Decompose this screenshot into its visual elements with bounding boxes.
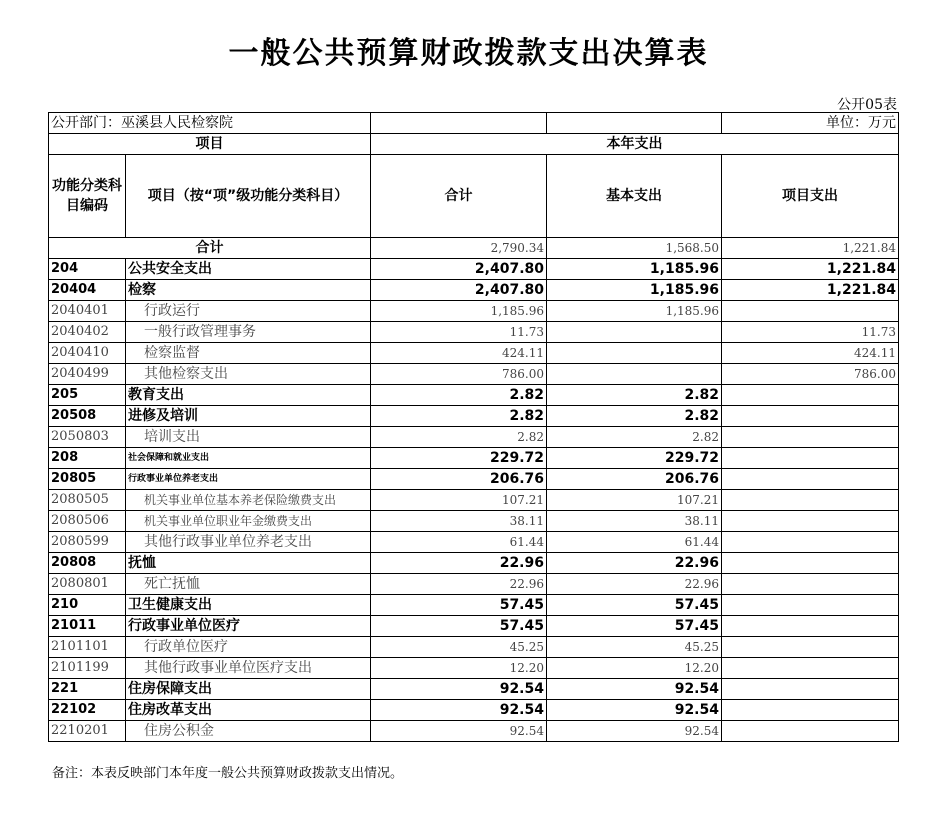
- row-code: 2040410: [49, 343, 126, 364]
- row-basic: 22.96: [547, 553, 722, 574]
- meta-row: [49, 113, 899, 134]
- row-project: [722, 490, 899, 511]
- row-basic: 61.44: [547, 532, 722, 553]
- row-code: 2080801: [49, 574, 126, 595]
- row-project: 424.11: [722, 343, 899, 364]
- row-total: 206.76: [371, 469, 547, 490]
- row-name: 培训支出: [126, 427, 371, 448]
- page-title: 一般公共预算财政拨款支出决算表: [228, 36, 709, 71]
- row-basic: 92.54: [547, 679, 722, 700]
- table-row: [49, 553, 899, 574]
- department-label: 公开部门：巫溪县人民检察院: [49, 113, 371, 134]
- row-code: 2101101: [49, 637, 126, 658]
- total-basic: 1,568.50: [547, 238, 722, 259]
- row-name: 公共安全支出: [126, 259, 371, 280]
- header-project: 项目支出: [722, 155, 899, 238]
- table-row: [49, 511, 899, 532]
- table-row: [49, 637, 899, 658]
- table-body: [49, 113, 899, 742]
- row-basic: 2.82: [547, 406, 722, 427]
- expenditure-table: [48, 112, 899, 742]
- row-total: 2,407.80: [371, 280, 547, 301]
- row-project: [722, 616, 899, 637]
- row-code: 2210201: [49, 721, 126, 742]
- total-amount: 2,790.34: [371, 238, 547, 259]
- row-project: [722, 553, 899, 574]
- table-row: [49, 301, 899, 322]
- table-row: [49, 595, 899, 616]
- row-name: 住房保障支出: [126, 679, 371, 700]
- header-name: 项目（按“项”级功能分类科目）: [126, 155, 371, 238]
- total-label: 合计: [49, 238, 371, 259]
- row-code: 2040402: [49, 322, 126, 343]
- table-row: [49, 469, 899, 490]
- row-name: 检察: [126, 280, 371, 301]
- row-code: 20404: [49, 280, 126, 301]
- header-current-year: 本年支出: [371, 134, 899, 155]
- row-name: 住房公积金: [126, 721, 371, 742]
- row-total: 92.54: [371, 700, 547, 721]
- row-name: 行政事业单位养老支出: [126, 469, 371, 490]
- row-project: [722, 679, 899, 700]
- row-name: 住房改革支出: [126, 700, 371, 721]
- header-total: 合计: [371, 155, 547, 238]
- row-basic: 2.82: [547, 427, 722, 448]
- row-name: 进修及培训: [126, 406, 371, 427]
- row-total: 229.72: [371, 448, 547, 469]
- row-project: [722, 700, 899, 721]
- row-total: 92.54: [371, 679, 547, 700]
- row-project: [722, 385, 899, 406]
- header-item: 项目: [49, 134, 371, 155]
- row-code: 2040499: [49, 364, 126, 385]
- row-code: 2050803: [49, 427, 126, 448]
- row-name: 社会保障和就业支出: [126, 448, 371, 469]
- row-name: 一般行政管理事务: [126, 322, 371, 343]
- row-total: 38.11: [371, 511, 547, 532]
- row-total: 2.82: [371, 385, 547, 406]
- row-code: 208: [49, 448, 126, 469]
- row-code: 2101199: [49, 658, 126, 679]
- row-basic: [547, 364, 722, 385]
- row-total: 1,185.96: [371, 301, 547, 322]
- row-basic: 206.76: [547, 469, 722, 490]
- row-name: 机关事业单位基本养老保险缴费支出: [126, 490, 371, 511]
- form-number: 公开05表: [837, 97, 897, 113]
- total-project: 1,221.84: [722, 238, 899, 259]
- row-total: 61.44: [371, 532, 547, 553]
- table-row: [49, 406, 899, 427]
- row-project: [722, 427, 899, 448]
- table-row: [49, 490, 899, 511]
- meta-blank: [371, 113, 547, 134]
- table-row: [49, 616, 899, 637]
- header-row-1: [49, 134, 899, 155]
- table-row: [49, 679, 899, 700]
- row-basic: 57.45: [547, 616, 722, 637]
- row-basic: 92.54: [547, 700, 722, 721]
- row-total: 424.11: [371, 343, 547, 364]
- row-basic: 92.54: [547, 721, 722, 742]
- row-total: 2.82: [371, 427, 547, 448]
- row-project: [722, 406, 899, 427]
- row-code: 20508: [49, 406, 126, 427]
- row-total: 57.45: [371, 616, 547, 637]
- row-name: 其他行政事业单位养老支出: [126, 532, 371, 553]
- row-code: 2080599: [49, 532, 126, 553]
- row-total: 2.82: [371, 406, 547, 427]
- row-basic: 57.45: [547, 595, 722, 616]
- row-project: 11.73: [722, 322, 899, 343]
- header-basic: 基本支出: [547, 155, 722, 238]
- row-project: [722, 637, 899, 658]
- row-name: 行政事业单位医疗: [126, 616, 371, 637]
- row-name: 其他检察支出: [126, 364, 371, 385]
- row-project: [722, 658, 899, 679]
- row-total: 22.96: [371, 553, 547, 574]
- row-total: 786.00: [371, 364, 547, 385]
- row-name: 卫生健康支出: [126, 595, 371, 616]
- row-project: [722, 469, 899, 490]
- row-code: 21011: [49, 616, 126, 637]
- row-code: 2040401: [49, 301, 126, 322]
- table-row: [49, 280, 899, 301]
- row-total: 107.21: [371, 490, 547, 511]
- row-basic: 38.11: [547, 511, 722, 532]
- row-basic: 1,185.96: [547, 259, 722, 280]
- row-name: 死亡抚恤: [126, 574, 371, 595]
- table-row: [49, 448, 899, 469]
- row-project: [722, 532, 899, 553]
- table-row: [49, 700, 899, 721]
- row-project: [722, 595, 899, 616]
- header-code: 功能分类科目编码: [49, 155, 126, 238]
- table-row: [49, 364, 899, 385]
- row-project: 1,221.84: [722, 259, 899, 280]
- row-total: 92.54: [371, 721, 547, 742]
- row-basic: 22.96: [547, 574, 722, 595]
- row-project: [722, 721, 899, 742]
- table-row: [49, 259, 899, 280]
- row-basic: 12.20: [547, 658, 722, 679]
- table-row: [49, 385, 899, 406]
- row-basic: [547, 343, 722, 364]
- row-total: 12.20: [371, 658, 547, 679]
- table-row: [49, 721, 899, 742]
- row-total: 22.96: [371, 574, 547, 595]
- row-name: 行政单位医疗: [126, 637, 371, 658]
- row-code: 210: [49, 595, 126, 616]
- row-code: 22102: [49, 700, 126, 721]
- total-row: [49, 238, 899, 259]
- row-name: 抚恤: [126, 553, 371, 574]
- table-row: [49, 322, 899, 343]
- row-code: 2080505: [49, 490, 126, 511]
- table-row: [49, 427, 899, 448]
- footnote: 备注：本表反映部门本年度一般公共预算财政拨款支出情况。: [52, 766, 404, 781]
- row-total: 57.45: [371, 595, 547, 616]
- row-project: [722, 448, 899, 469]
- row-name: 其他行政事业单位医疗支出: [126, 658, 371, 679]
- table-row: [49, 532, 899, 553]
- row-project: 786.00: [722, 364, 899, 385]
- row-code: 205: [49, 385, 126, 406]
- row-project: 1,221.84: [722, 280, 899, 301]
- row-project: [722, 301, 899, 322]
- row-basic: 1,185.96: [547, 280, 722, 301]
- row-code: 20808: [49, 553, 126, 574]
- row-basic: 1,185.96: [547, 301, 722, 322]
- row-basic: [547, 322, 722, 343]
- row-project: [722, 574, 899, 595]
- unit-label: 单位：万元: [722, 113, 899, 134]
- row-name: 教育支出: [126, 385, 371, 406]
- row-total: 11.73: [371, 322, 547, 343]
- row-project: [722, 511, 899, 532]
- row-basic: 45.25: [547, 637, 722, 658]
- table-row: [49, 343, 899, 364]
- header-row-2: [49, 155, 899, 238]
- row-total: 45.25: [371, 637, 547, 658]
- row-code: 20805: [49, 469, 126, 490]
- row-code: 221: [49, 679, 126, 700]
- row-total: 2,407.80: [371, 259, 547, 280]
- meta-blank: [547, 113, 722, 134]
- table-row: [49, 658, 899, 679]
- row-name: 行政运行: [126, 301, 371, 322]
- row-basic: 107.21: [547, 490, 722, 511]
- row-basic: 229.72: [547, 448, 722, 469]
- table-row: [49, 574, 899, 595]
- row-name: 机关事业单位职业年金缴费支出: [126, 511, 371, 532]
- row-code: 204: [49, 259, 126, 280]
- row-code: 2080506: [49, 511, 126, 532]
- row-name: 检察监督: [126, 343, 371, 364]
- row-basic: 2.82: [547, 385, 722, 406]
